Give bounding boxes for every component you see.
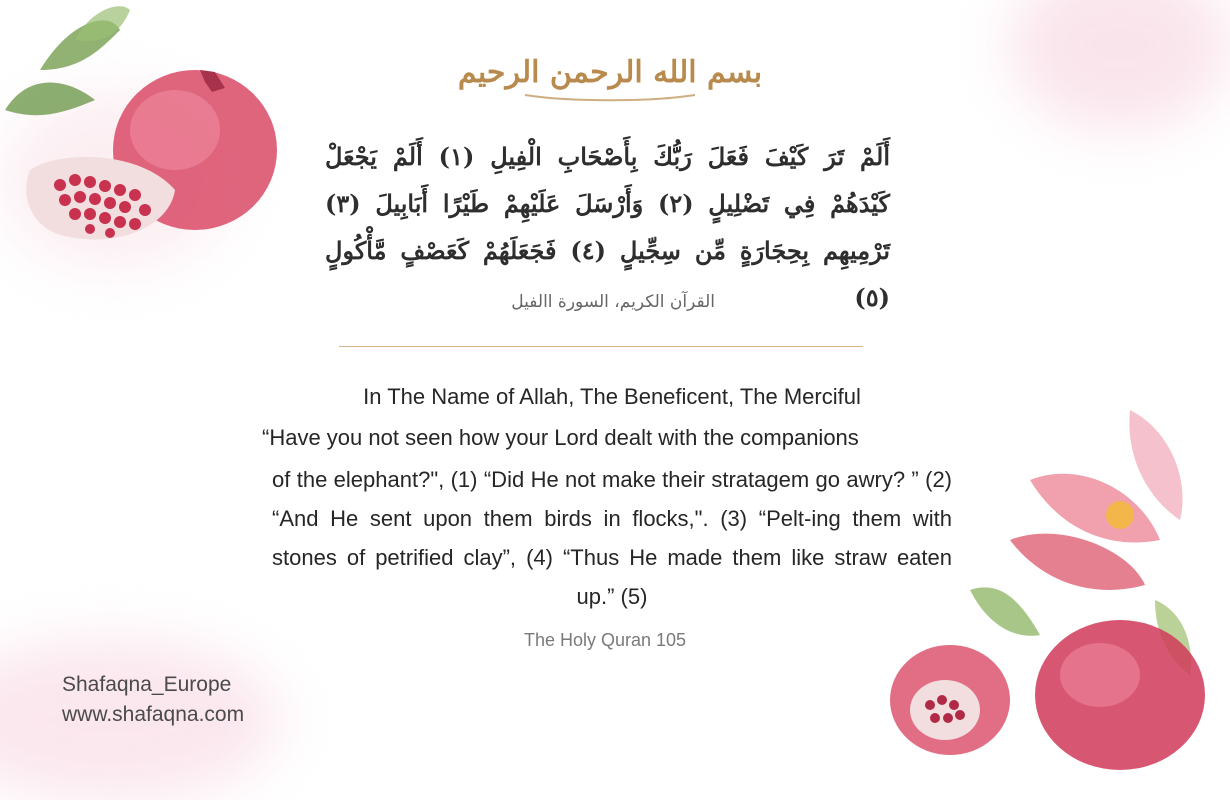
english-verse-first-line: “Have you not seen how your Lord dealt with the companions (262, 425, 859, 450)
arabic-verses: أَلَمْ تَرَ كَيْفَ فَعَلَ رَبُّكَ بِأَصْحَابِ الْفِيلِ (١) أَلَمْ يَجْعَلْ كَيْدَهُمْ فِي تَضْلِيلٍ (٢) وَأَرْسَلَ عَلَيْهِمْ طَيْرًا أَبَابِيلَ (٣) تَرْمِيهِم بِحِجَارَةٍ مِّن سِجِّيلٍ (٤) فَجَعَلَهُمْ كَعَصْفٍ مَّأْكُولٍ (٥) (325, 142, 891, 312)
arabic-source-citation: القرآن الكريم، السورة االفيل (511, 292, 715, 312)
watercolor-wash-top-right (1010, 0, 1230, 130)
english-source-citation: The Holy Quran 105 (523, 630, 687, 650)
svg-text:بسم الله الرحمن الرحيم: بسم الله الرحمن الرحيم (457, 55, 763, 90)
divider-line (339, 346, 863, 347)
pomegranate-illustration-top-left (0, 0, 290, 280)
english-verse-body: of the elephant?", (1) “Did He not make their stratagem go awry? ” (2) “And He sent upon them birds in flocks,". (3) “Pelt-ing them with stones of petrified clay”, (4) “Thus He made them like straw eaten up.” (5) (272, 467, 952, 609)
bismillah-calligraphy (457, 30, 763, 110)
pomegranate-flower-illustration-bottom-right (930, 400, 1200, 750)
english-title: In The Name of Allah, The Beneficent, The Merciful (363, 384, 861, 409)
footer-brand: Shafaqna_Europe (62, 673, 232, 696)
footer-url: www.shafaqna.com (62, 703, 245, 726)
